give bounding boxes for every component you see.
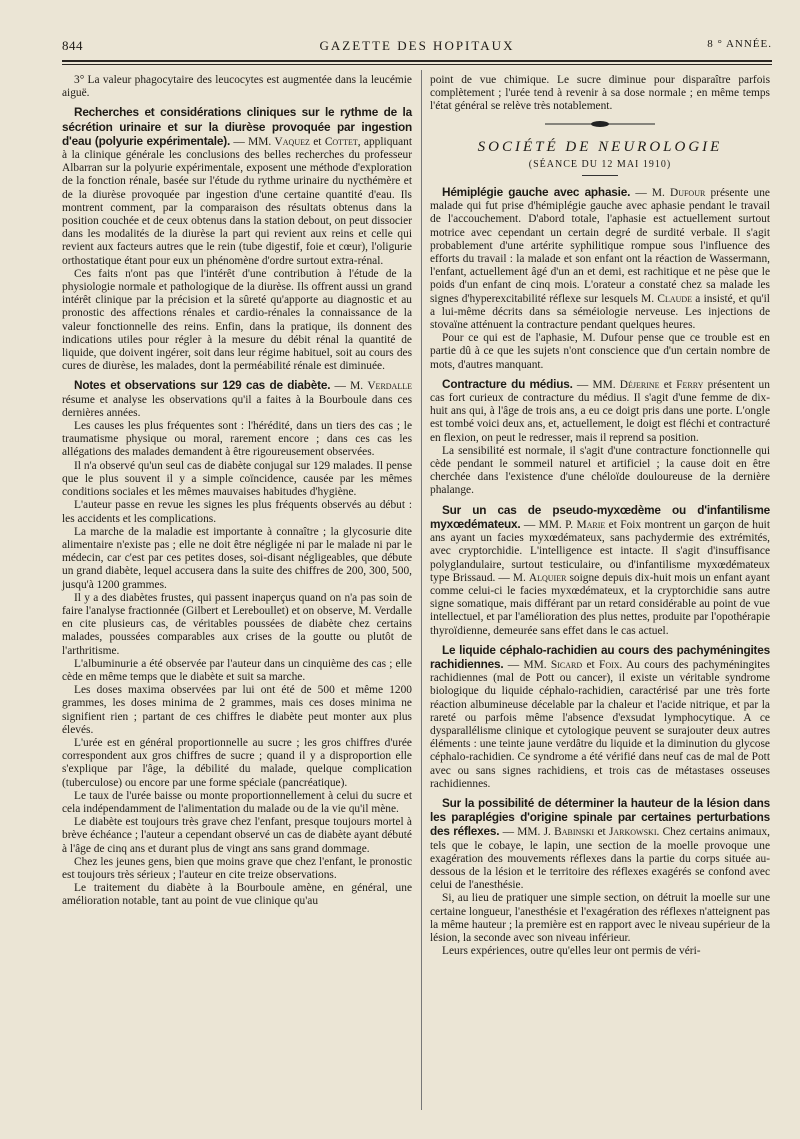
page-number: 844 <box>62 38 83 53</box>
society-heading: SOCIÉTÉ DE NEUROLOGIE <box>477 138 723 155</box>
paragraph: Il y a des diabètes frustes, qui passent inaperçus quand on n'a pas soin de faire l'analyse fractionnée (Gilbert et Lereboullet) et on observe, M. Verdalle en cite plusieurs cas, de véritables poussées de diabète chez certains malades, poussées comparables aux crises de la goutte ou plutôt de l'arthritisme. <box>62 591 412 657</box>
article-vaquez-cottet: Recherches et considérations cliniques sur le rythme de la sécrétion urinaire et sur la diurèse provoquée par ingestion d'eau (polyurie expérimentale). — MM. Vaquez et Cottet, appliquant à la clinique générale les conclusions des belles recherches du professeur Albarran sur la polyurie expérimentale, exposent une méthode d'exploration de la fonction rénale, basée sur l'étude du rythme urinaire du nycthémère et de la diurèse provoquée par ingestion d'une certaine quantité d'eau. Ils montrent comment, par la comparaison des résultats obtenus dans la position couchée et de ceux obtenus dans la station debout, on peut dissocier dans les modalités de la diurèse la part qui revient aux reins et celle qui revient aux facteurs autres que le rein (tube digestif, foie et cœur), l'oligurie orthostatique étant pour eux un phénomène d'ordre surtout extra-rénal. <box>62 105 412 267</box>
author-name: Claude <box>657 292 693 305</box>
year-label: 8 ° ANNÉE. <box>707 38 772 50</box>
paragraph: La marche de la maladie est importante à connaître ; la glycosurie dite alimentaire n'existe pas ; elle ne doit être négligée ni par le malade ni par le médecin, car c'est par ces petites doses, soi-disant négligeables, que débute un grand diabète, lequel accusera dans la suite des chiffres de 200, 300, 500, jusqu'à 1200 grammes. <box>62 525 412 591</box>
article-heading: Recherches et considérations cliniques sur le rythme de la sécrétion urinaire et sur la diurèse provoquée par ingestion d'eau (polyurie expérimentale). <box>62 105 412 148</box>
short-rule <box>582 175 618 176</box>
paragraph: Les causes les plus fréquentes sont : l'hérédité, dans un tiers des cas ; le traumatisme physique ou moral, rarement encore ; dans ces cas les allégations des malades demandent à être rigoureusement observées. <box>62 420 412 459</box>
left-column <box>62 74 412 909</box>
article-babinski-jarkowski: Sur la possibilité de déterminer la hauteur de la lésion dans les paraplégies d'origine spinale par certaines perturbations des réflexes. — MM. J. Babinski et Jarkowski. Chez certains animaux, tels que le cobaye, le lapin, une section de la moelle provoque une exagération des mouvements réflexes dans la partie du corps située au-dessous de la lésion et le territoire des réflexes exagérés se confond avec celui de l'anesthésie. <box>430 795 770 892</box>
paragraph: La sensibilité est normale, il s'agit d'une contracture fonctionnelle qui cède pendant le sommeil naturel et artificiel ; la cause doit en être cherchée dans l'existence d'une chéloïde douloureuse de la dernière phalange. <box>430 444 770 497</box>
ornament-icon <box>545 120 655 128</box>
author-name: Marie <box>576 518 606 531</box>
paragraph: Le taux de l'urée baisse ou monte proportionnellement à celui du sucre et cela indépendamment de l'alimentation du malade ou de la vie qu'il mène. <box>62 789 412 815</box>
article-marie-foix: Sur un cas de pseudo-myxœdème ou d'infantilisme myxœdémateux. — MM. P. Marie et Foix montrent un garçon de huit ans ayant un facies myxœdémateux, sans pachydermie des extrémités, avec cryptorchidie. L'intelligence est intacte. Il s'agit d'insuffisance polyglandulaire, surtout testiculaire, ou d'infantilisme myxœdémateux type Brissaud. — M. Alquier soigne depuis dix-huit mois un enfant ayant comme celui-ci le facies myxœdémateux, et la cryptorchidie sans autre signe somatique, mais différant par un retard considérable au point de vue intellectuel, et par l'amélioration des plus nettes, produite par l'opothérapie thyroïdienne, demeurée sans effet dans le cas actuel. <box>430 502 771 637</box>
author-name: Jarkowski <box>608 826 657 839</box>
article-heading: Contracture du médius. <box>442 376 573 391</box>
article-heading: Hémiplégie gauche avec aphasie. <box>442 185 631 200</box>
author-name: Verdalle <box>367 380 412 393</box>
author-name: Ferry <box>676 378 704 391</box>
article-heading: Notes et observations sur 129 cas de diabète. <box>74 378 331 393</box>
author-name: Cottet <box>324 135 358 148</box>
author-name: Vaquez <box>274 135 310 148</box>
paragraph: Chez les jeunes gens, bien que moins grave que chez l'enfant, le pronostic est toujours très sérieux ; l'auteur en cite treize observations. <box>62 855 412 881</box>
author-name: Sicard <box>550 658 583 671</box>
right-column <box>430 74 770 958</box>
author-name: Dufour <box>669 187 706 200</box>
article-heading: Sur un cas de pseudo-myxœdème ou d'infantilisme myxœdémateux. <box>430 502 770 531</box>
article-heading: Le liquide céphalo-rachidien au cours des pachyméningites rachidiennes. <box>430 642 770 671</box>
paragraph: point de vue chimique. Le sucre diminue pour disparaître parfois complètement ; l'urée tend à revenir à sa dose normale ; en même temps l'état général se relève très notablement. <box>430 74 770 113</box>
page-header <box>62 38 772 58</box>
paragraph: Le diabète est toujours très grave chez l'enfant, presque toujours mortel à brève échéance ; l'auteur a cependant observé un cas de diabète ayant débuté à l'âge de cinq ans et durant plus de vingt ans sans grand dommage. <box>62 816 412 855</box>
header-rule-thin <box>62 64 772 65</box>
session-date: (SÉANCE DU 12 MAI 1910) <box>528 158 672 170</box>
article-dufour: Hémiplégie gauche avec aphasie. — M. Dufour présente une malade qui fut prise d'hémiplégie gauche avec aphasie pendant le travail de l'accouchement. D'abord totale, l'aphasie est actuellement surtout motrice avec cependant un certain degré de surdité verbale. Il s'agit probablement d'une artérite syphilitique rompue sous l'influence des efforts du travail : la malade et son enfant ont la réaction de Wassermann, l'enfant, actuellement âgé d'un an et demi, est rachitique et ne pèse que le poids d'un enfant de cinq mois. L'orateur a constaté chez sa malade les signes d'hyperexcitabilité réflexe sur lesquels M. Claude a insisté, et qu'il a lui-même décrits dans sa séméiologie nerveuse. Les injections de stovaïne atténuent la contracture pendant quelques heures. <box>430 185 770 332</box>
author-name: Foix <box>598 658 620 671</box>
column-divider <box>421 70 422 1110</box>
article-dejerine-ferry: Contracture du médius. — MM. Déjerine et Ferry présentent un cas fort curieux de contracture du médius. Il s'agit d'une femme de dix-huit ans qui, à l'âge de trois ans, a eu ce doigt pris dans une porte. L'ongle est tombé voici deux ans, et, actuellement, le doigt est fléchi et contracturé en flexion, on peut le redresser, mais il reprend sa position. <box>430 376 771 444</box>
paragraph: Pour ce qui est de l'aphasie, M. Dufour pense que ce trouble est en partie dû à ce que les sujets n'ont conscience que d'un certain nombre de mots, d'autres manquant. <box>430 332 770 371</box>
paragraph: L'urée est en général proportionnelle au sucre ; les gros chiffres d'urée correspondent aux gros chiffres de sucre ; quand il y a disproportion elle s'explique par l'âge, la débilité du malade, quelque complication (tuberculose) ou encore par une forme spéciale (pancréatique). <box>62 736 412 789</box>
header-rule-thick <box>62 60 772 62</box>
paragraph: L'auteur passe en revue les signes les plus fréquents observés au début : les accidents et les complications. <box>62 499 412 525</box>
journal-title: GAZETTE DES HOPITAUX <box>319 38 515 53</box>
paragraph: Le traitement du diabète à la Bourboule amène, en général, une amélioration notable, tant au point de vue clinique qu'au <box>62 882 412 908</box>
paragraph: 3° La valeur phagocytaire des leucocytes est augmentée dans la leucémie aiguë. <box>62 74 412 100</box>
paragraph: Il n'a observé qu'un seul cas de diabète conjugal sur 129 malades. Il pense que le plus souvent il y a simple coïncidence, causée par les mêmes conditions sociales et les mêmes mauvaises habitudes d'hygiène. <box>62 459 412 499</box>
author-name: Babinski <box>554 826 595 839</box>
paragraph: Les doses maxima observées par lui ont été de 500 et même 1200 grammes, les doses minima de 2 grammes, mais ces doses minima ne signifient rien ; partant de ces chiffres le diabète peut monter aux plus élevés. <box>62 684 412 736</box>
author-name: Déjerine <box>619 378 660 391</box>
paragraph: Ces faits n'ont pas que l'intérêt d'une contribution à l'étude de la physiologie normale et pathologique de la diurèse. Ils offrent aussi un grand intérêt clinique par la précision et la sûreté qu'apporte au diagnostic et au pronostic des affections rénales et cardio-rénales la connaissance de la valeur fonctionnelle des reins. Enfin, dans la pratique, ils donnent des indications utiles pour régler à la mesure du débit rénal la quantité de liquide, que doivent ingérer, soit dans leur régime habituel, soit au cours des cures de diurèse, les malades, dont la perméabilité rénale est diminuée. <box>62 267 412 373</box>
article-heading: Sur la possibilité de déterminer la hauteur de la lésion dans les paraplégies d'origine spinale par certaines perturbations des réflexes. <box>430 795 770 839</box>
article-sicard-foix: Le liquide céphalo-rachidien au cours des pachyméningites rachidiennes. — MM. Sicard et Foix. Au cours des pachyméningites rachidiennes (mal de Pott ou cancer), il existe un véritable syndrome biologique du liquide céphalo-rachidien, caractérisé par une très forte réaction albumineuse décelable par la chaleur et l'acide nitrique, et par la rareté ou parfois même l'absence d'exsudat lymphocytique. A ce dysparallélisme clinique et cytologique peuvent se surajouter deux autres éléments : une teinte jaune verdâtre du liquide et la diminution du glycose céphalo-rachidien. Ce syndrome a été vérifié dans neuf cas de mal de Pott avec ou sans signes rachidiens, et trois cas de métastases osseuses rachidiennes. <box>430 642 770 790</box>
author-name: Alquier <box>528 571 567 584</box>
paragraph: L'albuminurie a été observée par l'auteur dans un cinquième des cas ; elle cède en même temps que le diabète et suit sa marche. <box>62 657 412 683</box>
paragraph: Si, au lieu de pratiquer une simple section, on détruit la moelle sur une certaine longueur, l'anesthésie et l'exagération des réflexes n'atteignent pas la même hauteur ; la première est en rapport avec le niveau supérieur de la lésion, la seconde avec son niveau inférieur. <box>430 892 770 944</box>
paragraph: Leurs expériences, outre qu'elles leur ont permis de véri- <box>442 945 701 958</box>
ornament-divider <box>430 120 770 131</box>
article-verdalle: Notes et observations sur 129 cas de diabète. — M. Verdalle résume et analyse les observations qu'il a faites à la Bourboule dans ces dernières années. <box>62 378 412 419</box>
